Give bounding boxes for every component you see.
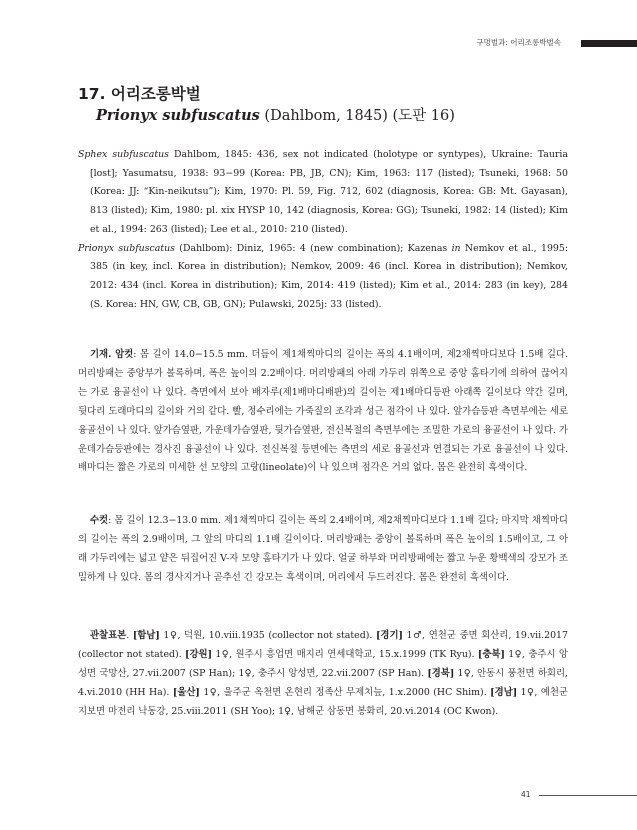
header-bar [581,40,637,47]
region-label: [경남] [490,686,518,698]
specimen-text: 1♀, 울주군 옥천면 온현리 정족산 무제치늪, 1.x.2000 (HC Shim). [199,686,491,698]
species-name: Prionyx subfuscatus [96,107,260,124]
section-label: 수컷 [90,515,109,526]
running-header [0,37,637,51]
description-text: : 몸 길이 12.3−13.0 mm. 제1채찍마디 길이는 폭의 2.4배이며, 제2채찍마디보다 1.1배 길다; 마지막 채찍마디의 길이는 폭의 2.9배이며, 그 앞의 마디의 1.1배 길이이다. 머리방패는 중앙이 볼록하며 폭은 높이의 1.5배이고, 그 아래 가두리에는 넓고 얕은 뒤집어진 V-자 모양 홈타기가 나 있다. 얼굴 하부와 머리방패에는 짧고 누운 황백색의 강모가 조밀하게 나 있다. 몸의 경사지거나 곧추선 긴 강모는 흑색이며, 머리에서 두드러진다. 몸은 완전히 흑색이다. [78,515,568,583]
running-header-text: 구멍벌과: 어리조롱박벌속 [476,38,561,47]
region-label: [강원] [185,648,213,660]
title-korean: 17. 어리조롱박벌 [78,85,201,103]
synonymy-references [78,146,568,314]
section-label: 관찰표본 [90,630,127,641]
specimen-text: 1♀, 원주시 흥업면 매지리 연세대학교, 15.x.1999 (TK Ryu). [212,648,478,660]
ref-taxon: Sphex subfuscatus [78,149,169,160]
page-number: 41 [521,790,531,799]
species-title [78,85,558,126]
title-scientific [78,106,558,126]
region-label: [울산] [172,686,200,698]
specimen-text: 1♀, 예천군 지보면 마전리 낙동강, 25.viii.2011 (SH Yoo); 1♀, 남해군 삼동면 봉화리, 20.vi.2014 (OC Kwon). [78,686,568,717]
section-label: 기재. 암컷 [90,349,134,360]
reference-entry [78,240,568,315]
specimen-text: . [126,630,133,641]
description-female [78,346,568,478]
ref-text: Dahlbom, 1845: 436, sex not indicated (holotype or syntypes), Ukraine: Tauria [lost]; Yasumatsu, 1938: 93−99 (Korea: PB, JB, CN); Kim, 1963: 117 (listed); Tsuneki, 1968: 50 (Korea: JJ: “Kin-neikutsu”); Kim, 1970: Pl. 59, Fig. 712, 602 (diagnosis, Korea: GB: Mt. Gayasan), 813 (listed); Kim, 1980: pl. xix HYSP 10, 142 (diagnosis, Korea: GG); Tsuneki, 1982: 14 (listed); Kim et al., 1994: 263 (listed); Lee et al., 2010: 210 (listed). [90,149,568,235]
region-label: [충북] [477,648,505,660]
reference-entry [78,146,568,240]
ref-taxon: Prionyx subfuscatus [78,242,175,254]
specimen-text: 1♀, 안동시 풍천면 하회리, 4.vi.2010 (HH Ha). [78,667,568,698]
species-author: (Dahlbom, 1845) (도판 16) [259,108,455,124]
region-label: [경북] [427,667,455,679]
description-text: : 몸 길이 14.0−15.5 mm. 더듬이 제1채찍마디의 길이는 폭의 4.1배이며, 제2채찍마디보다 1.5배 길다. 머리방패는 중앙부가 볼록하며, 폭은 높이의 2.2배이다. 머리방패의 아래 가두리 위쪽으로 중앙 홈타기에 의하여 끊어지는 가로 융골선이 나 있다. 측면에서 보아 배자루(제1배마디배판)의 길이는 제1배마디등판 아래쪽 길이보다 약간 길며, 뒷다리 도래마디의 길이와 거의 같다. 빨, 정수리에는 가죽질의 조각과 성근 점각이 나 있다. 앞가슴등판 측면부에는 세로 융골선이 나 있다. 앞가슴옆판, 가운데가슴옆판, 뒷가슴옆판, 전신복절의 측면부에는 조밀한 가로의 융골선이 나 있다. 가운데가슴등판에는 경사진 융골선이 나 있다. 전신복절 등면에는 측면의 세로 융골선과 연결되는 가로 융골선이 나 있다. 배마디는 짧은 가로의 미세한 선 모양의 고랑(lineolate)이 나 있으며 점각은 거의 없다. 몸은 완전히 흑색이다. [78,349,568,474]
footer-rule [539,795,637,796]
specimen-text: 1♂, 연천군 중면 회산리, 19.vii.2017 (collector not stated). [78,630,568,660]
region-label: [경기] [375,630,403,641]
region-label: [함남] [132,630,160,641]
material-examined [78,627,568,722]
ref-in: in [451,242,461,254]
material-text [78,630,568,717]
ref-text: (Dahlbom): Diniz, 1965: 4 (new combination); Kazenas [175,242,452,254]
ref-text: Nemkov et al., 1995: 385 (in key, incl. Korea in distribution); Nemkov, 2009: 46 (incl. Korea in distribution); Nemkov, 2012: 434 (incl. Korea in distribution); Kim, 2014: 419 (listed); Kim et al., 2014: 283 (in key), 284 (S. Korea: HN, GW, CB, GB, GN); Pulawski, 2025j: 33 (listed). [90,242,568,310]
specimen-text: 1♀, 충주시 앙성면 국망산, 27.vii.2007 (SP Han); 1♀, 충주시 앙성면, 22.vii.2007 (SP Han). [78,648,568,679]
description-male [78,512,568,588]
specimen-text: 1♀, 덕원, 10.viii.1935 (collector not stated). [159,630,376,641]
